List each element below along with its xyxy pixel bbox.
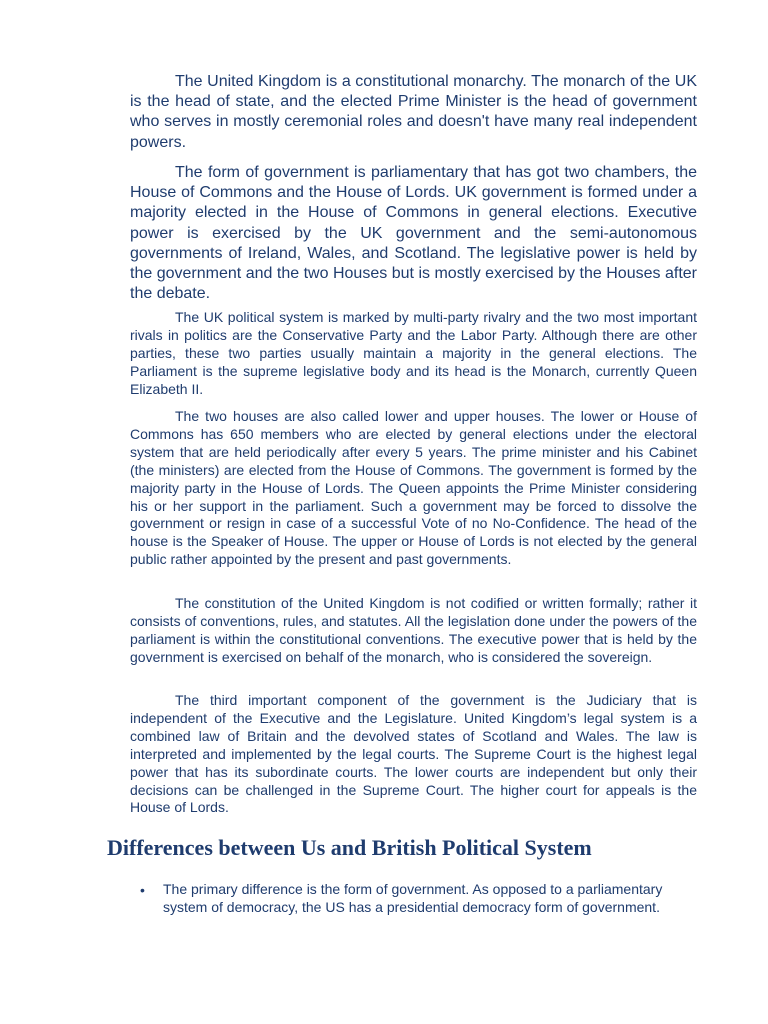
paragraph-form-of-government: The form of government is parliamentary that has got two chambers, the House of Commons and the House of Lords. UK government is formed under a majority elected in the House of Commons in general elections. Executive power is exercised by the UK government and the semi-autonomous governments of Ireland, Wales, and Scotland. The legislative power is held by the government and the two Houses but is mostly exercised by the Houses after the debate. (130, 164, 697, 303)
paragraph-two-houses: The two houses are also called lower and upper houses. The lower or House of Commons has 650 members who are elected by general elections under the electoral system that are held periodically after every 5 years. The prime minister and his Cabinet (the ministers) are elected from the House of Commons. The government is formed by the majority party in the House of Lords. The Queen appoints the Prime Minister considering his or her support in the parliament. Such a government may be forced to dissolve the government or resign in case of a successful Vote of no No-Confidence. The head of the house is the Speaker of House. The upper or House of Lords is not elected by the general public rather appointed by the present and past governments. (130, 408, 697, 568)
paragraph-judiciary: The third important component of the government is the Judiciary that is independent of the Executive and the Legislature. United Kingdom’s legal system is a combined law of Britain and the devolved states of Scotland and Wales. The law is interpreted and implemented by the legal courts. The Supreme Court is the highest legal power that has its subordinate courts. The lower courts are independent but only their decisions can be challenged in the Supreme Court. The higher court for appeals is the House of Lords. (130, 692, 697, 816)
section-heading: Differences between Us and British Political System (107, 835, 592, 860)
paragraph-constitutional-monarchy: The United Kingdom is a constitutional monarchy. The monarch of the UK is the head of state, and the elected Prime Minister is the head of government who serves in mostly ceremonial roles and doesn't have many real independent powers. (130, 73, 697, 151)
differences-list (140, 880, 700, 916)
paragraph-political-parties: The UK political system is marked by multi-party rivalry and the two most important rivals in politics are the Conservative Party and the Labor Party. Although there are other parties, these two parties usually maintain a majority in the general elections. The Parliament is the supreme legislative body and its head is the Monarch, currently Queen Elizabeth II. (130, 309, 697, 397)
paragraph-constitution: The constitution of the United Kingdom is not codified or written formally; rather it consists of conventions, rules, and statutes. All the legislation done under the powers of the parliament is within the constitutional conventions. The executive power that is held by the government is exercised on behalf of the monarch, who is considered the sovereign. (130, 595, 697, 665)
bullet-icon: • (140, 882, 145, 898)
list-item (140, 880, 700, 916)
list-item-text: The primary difference is the form of government. As opposed to a parliamentary system of democracy, the US has a presidential democracy form of government. (163, 881, 663, 915)
